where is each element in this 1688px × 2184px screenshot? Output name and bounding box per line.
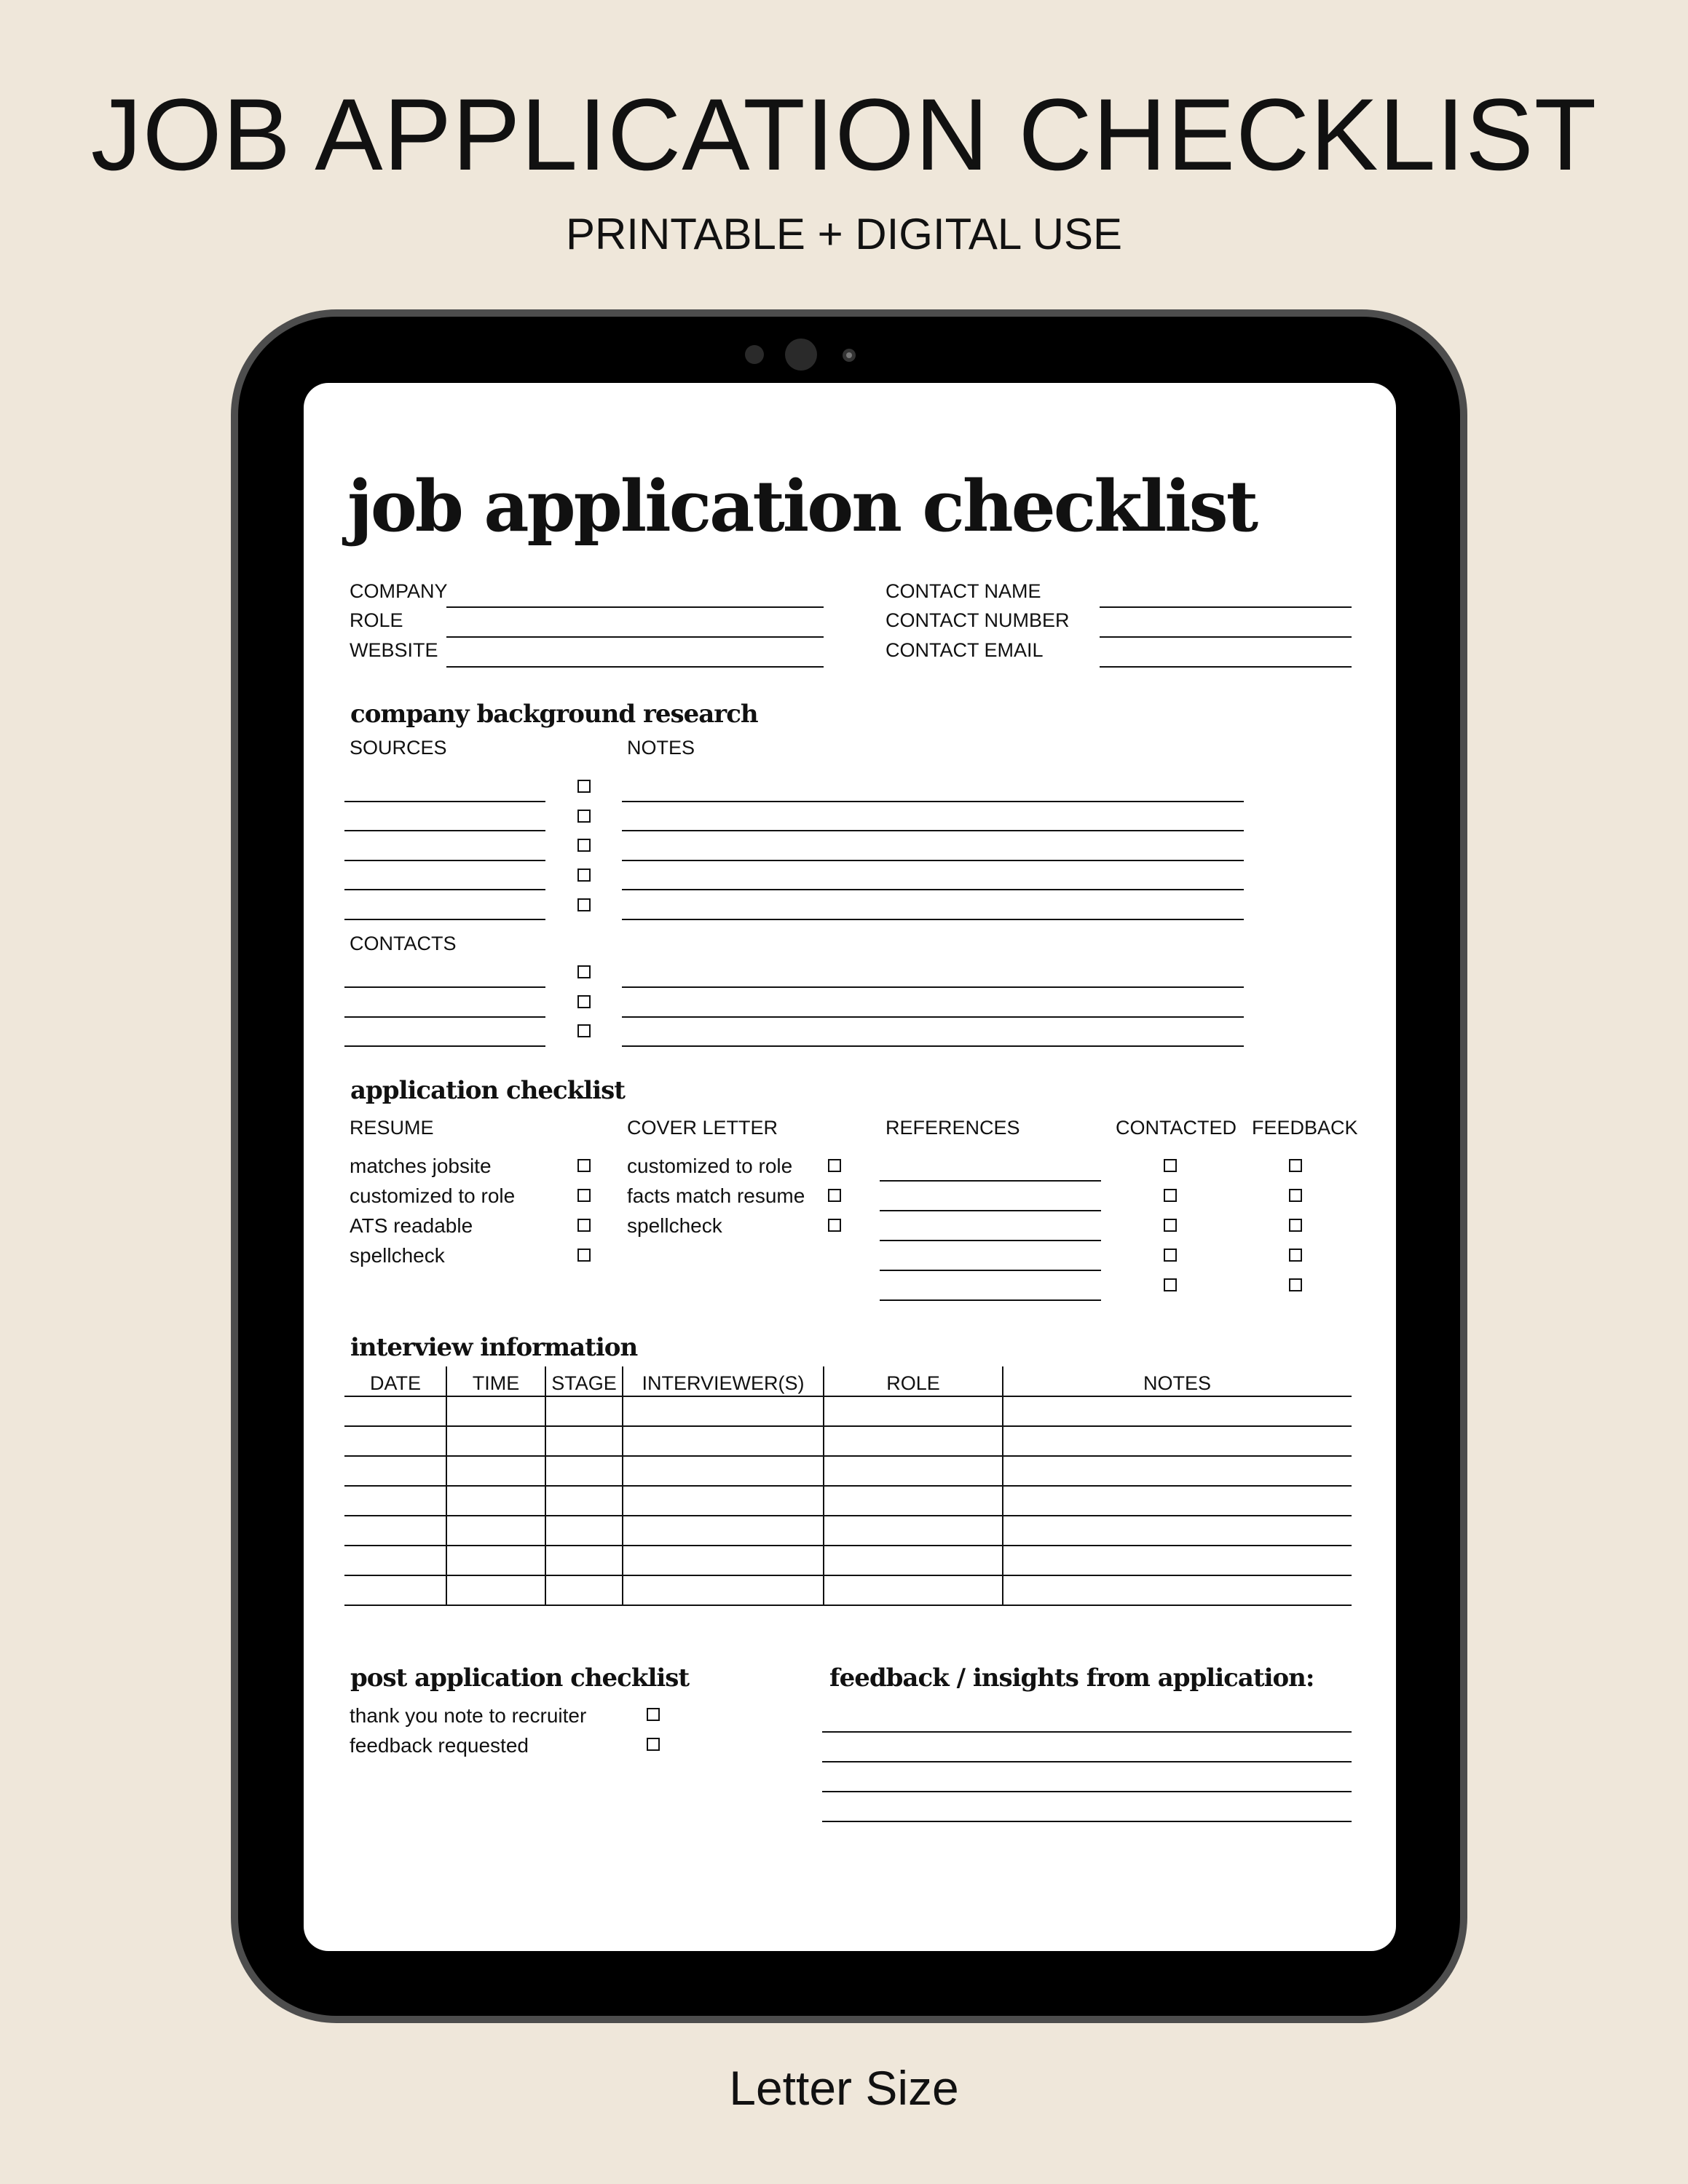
checkbox-icon[interactable] [577,839,591,852]
column-divider [823,1366,824,1605]
column-divider [446,1366,447,1605]
checkbox-icon[interactable] [1164,1159,1177,1172]
resume-item: customized to role [350,1184,516,1207]
post-item: feedback requested [350,1734,529,1757]
cover-letter-item: customized to role [627,1155,793,1177]
company-label: COMPANY [350,580,448,602]
checkbox-icon[interactable] [1164,1249,1177,1262]
contacts-label: CONTACTS [350,933,457,954]
reference-field[interactable] [880,1240,1101,1241]
column-divider [622,1366,623,1605]
role-field[interactable] [446,636,824,638]
feedback-heading: feedback / insights from application: [829,1663,1314,1693]
column-divider [545,1366,546,1605]
checkbox-icon[interactable] [577,869,591,882]
website-field[interactable] [446,666,824,668]
cover-letter-label: COVER LETTER [627,1117,778,1139]
references-label: REFERENCES [886,1117,1020,1139]
column-divider [1002,1366,1003,1605]
sensor-icon [745,345,764,364]
contact-email-label: CONTACT EMAIL [886,639,1044,661]
checkbox-icon[interactable] [577,1249,591,1262]
reference-field[interactable] [880,1210,1101,1211]
source-field[interactable] [344,830,545,831]
column-header-role: ROLE [886,1372,940,1394]
tablet-screen [304,383,1396,1951]
page-headline: JOB APPLICATION CHECKLIST [90,77,1598,191]
page-subhead: PRINTABLE + DIGITAL USE [565,210,1123,258]
note-field[interactable] [622,830,1244,831]
checkbox-icon[interactable] [577,995,591,1008]
note-field[interactable] [622,801,1244,802]
checkbox-icon[interactable] [577,1189,591,1202]
contact-number-field[interactable] [1100,636,1352,638]
table-row[interactable] [344,1455,1352,1457]
company-field[interactable] [446,606,824,608]
table-row[interactable] [344,1575,1352,1576]
checkbox-icon[interactable] [1289,1189,1302,1202]
column-header-stage: STAGE [551,1372,617,1394]
checkbox-icon[interactable] [577,1219,591,1232]
table-row[interactable] [344,1425,1352,1427]
source-field[interactable] [344,801,545,802]
application-heading: application checklist [350,1076,625,1105]
checkbox-icon[interactable] [1289,1159,1302,1172]
post-application-heading: post application checklist [350,1663,690,1693]
checkbox-icon[interactable] [1164,1219,1177,1232]
website-label: WEBSITE [350,639,438,661]
reference-field[interactable] [880,1270,1101,1271]
flash-icon [843,349,856,362]
checkbox-icon[interactable] [647,1708,660,1721]
contact-number-label: CONTACT NUMBER [886,609,1070,631]
footer-caption: Letter Size [729,2061,959,2115]
contact-field[interactable] [344,1016,545,1018]
contact-field[interactable] [344,1045,545,1047]
reference-field[interactable] [880,1299,1101,1301]
role-label: ROLE [350,609,403,631]
checkbox-icon[interactable] [828,1219,841,1232]
sources-label: SOURCES [350,737,447,759]
interview-heading: interview information [350,1333,638,1362]
reference-field[interactable] [880,1180,1101,1182]
checkbox-icon[interactable] [1164,1189,1177,1202]
contact-email-field[interactable] [1100,666,1352,668]
sheet-title: job application checklist [347,465,1257,547]
feedback-field[interactable] [822,1791,1352,1792]
note-field[interactable] [622,919,1244,920]
table-row[interactable] [344,1485,1352,1487]
checkbox-icon[interactable] [1289,1249,1302,1262]
contact-note-field[interactable] [622,986,1244,988]
checkbox-icon[interactable] [647,1738,660,1751]
table-row[interactable] [344,1515,1352,1516]
checkbox-icon[interactable] [577,898,591,911]
table-row[interactable] [344,1545,1352,1546]
resume-label: RESUME [350,1117,434,1139]
checkbox-icon[interactable] [577,780,591,793]
checkbox-icon[interactable] [577,1024,591,1037]
source-field[interactable] [344,889,545,890]
table-row[interactable] [344,1605,1352,1606]
note-field[interactable] [622,889,1244,890]
feedback-field[interactable] [822,1761,1352,1762]
column-header-notes: NOTES [1143,1372,1211,1394]
checkbox-icon[interactable] [577,810,591,823]
notes-label: NOTES [627,737,695,759]
note-field[interactable] [622,860,1244,861]
resume-item: matches jobsite [350,1155,492,1177]
checkbox-icon[interactable] [1164,1278,1177,1291]
camera-icon [785,339,817,371]
research-heading: company background research [350,700,758,729]
contacted-label: CONTACTED [1116,1117,1237,1139]
contact-field[interactable] [344,986,545,988]
cover-letter-item: spellcheck [627,1214,722,1237]
checkbox-icon[interactable] [577,1159,591,1172]
checkbox-icon[interactable] [1289,1278,1302,1291]
contact-note-field[interactable] [622,1045,1244,1047]
contact-name-label: CONTACT NAME [886,580,1041,602]
feedback-label: FEEDBACK [1252,1117,1358,1139]
resume-item: ATS readable [350,1214,473,1237]
checkbox-icon[interactable] [828,1189,841,1202]
resume-item: spellcheck [350,1244,445,1267]
checkbox-icon[interactable] [828,1159,841,1172]
feedback-field[interactable] [822,1821,1352,1822]
feedback-field[interactable] [822,1731,1352,1733]
source-field[interactable] [344,919,545,920]
contact-name-field[interactable] [1100,606,1352,608]
source-field[interactable] [344,860,545,861]
table-header-rule [344,1396,1352,1397]
column-header-date: DATE [369,1372,421,1394]
cover-letter-item: facts match resume [627,1184,805,1207]
column-header-time: TIME [472,1372,520,1394]
column-header-interviewers: INTERVIEWER(S) [642,1372,805,1394]
checkbox-icon[interactable] [1289,1219,1302,1232]
post-item: thank you note to recruiter [350,1704,587,1727]
checkbox-icon[interactable] [577,965,591,978]
contact-note-field[interactable] [622,1016,1244,1018]
